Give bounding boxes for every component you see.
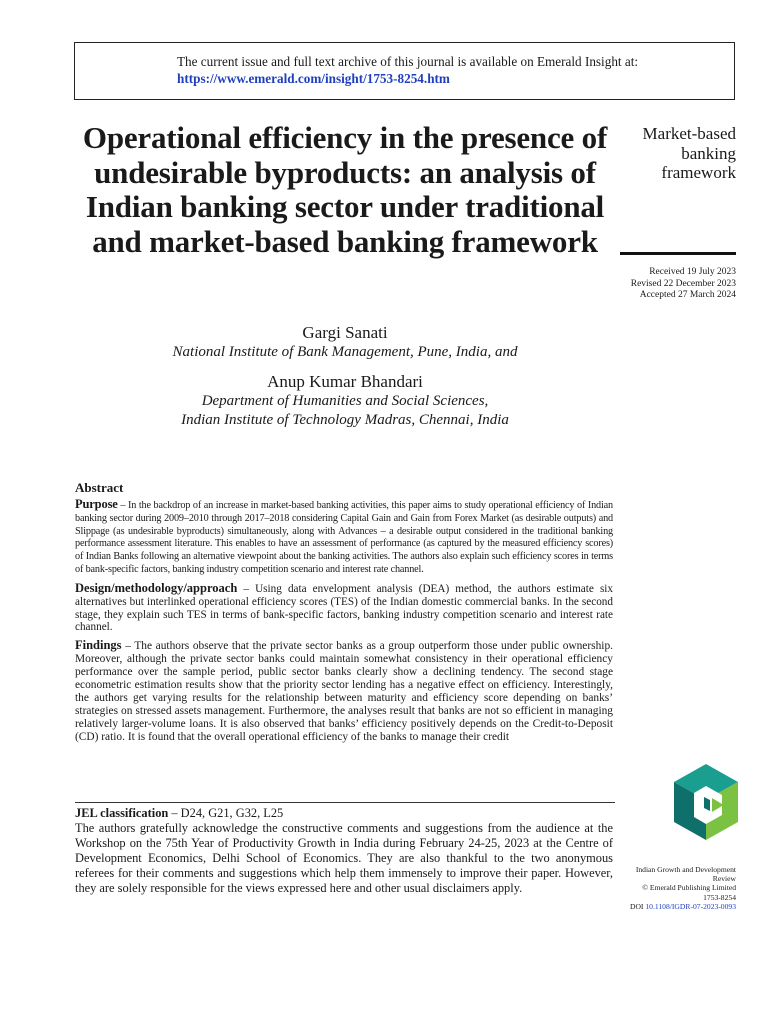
revised-date: Revised 22 December 2023 [630,278,736,289]
journal-info [600,865,736,911]
emerald-logo-icon [674,764,738,840]
journal-name-cont: Review [712,874,736,884]
abstract-design [75,582,613,635]
abstract-section [75,482,613,749]
jel-codes: – D24, G21, G32, L25 [168,806,284,820]
archive-url-link[interactable]: https://www.emerald.com/insight/1753-8254.htm [177,71,450,86]
journal-name: Indian Growth and Development [635,865,736,874]
author-name: Anup Kumar Bhandari [267,372,423,391]
abstract-findings [75,639,613,743]
received-date: Received 19 July 2023 [649,267,736,277]
issn: 1753-8254 [703,892,736,902]
purpose-text: – In the backdrop of an increase in market-based banking activities, this paper aims to study operational efficiency of Indian banking sector during 2009–2010 through 2017–2018 considering Capital Gain and Gain from Forex Market (as desirable outputs) and Slippage (as undesirable byproducts) simultaneously, along with Advances – a desirable output considered in the traditional banking performance assessment literature. This enables to have an assessment of performance (as captured by the measured efficiency scores) of Indian Banks following an alternative viewpoint about the banking activities. The authors also explain such efficiency scores in terms of bank-specific factors, banking industry competition scenario and interest rate channel. [75,499,613,575]
author-block-1 [100,323,590,362]
jel-and-acknowledgement [75,806,613,896]
findings-text: – The authors observe that the private sector banks as a group outperform those under public ownership. Moreover, although the private sector banks could maintain somewhat consistency in their operational efficiency performance over the sample period, public sector banks clearly show a declining tendency. The second stage econometric estimation results show that the priority sector lending has a negative effect on efficiency. Interestingly, the authors get varying results for the relationship between maturity and efficiency score depending on banks’ strategies on stressed assets management. Furthermore, the analyses result that banks are not so efficient in managing relatively larger-volume loans. It is also observed that banks’ efficiency positively depends on the Credit-to-Deposit (CD) ratio. It is found that the overall operational efficiency of the banks to manage their credit [75,640,613,743]
abstract-purpose [75,498,613,577]
design-text: – Using data envelopment analysis (DEA) method, the authors estimate six alternatives but interlinked operational efficiency scores (TES) of the Indian domestic commercial banks. In the second stage, they explain such TES in terms of bank-specific factors, banking industry competition scenario and interest rate channel. [75,582,613,634]
running-head: Market-based banking framework [642,124,736,182]
abstract-heading: Abstract [75,480,124,495]
jel-classification [75,806,613,821]
publisher: © Emerald Publishing Limited [642,883,736,893]
author-name: Gargi Sanati [302,323,388,342]
doi-link[interactable]: 10.1108/IGDR-07-2023-0093 [645,901,736,911]
author-affiliation: Department of Humanities and Social Sciences, [201,393,489,409]
doi-line [600,902,736,911]
jel-label: JEL classification [75,806,169,820]
design-label: Design/methodology/approach [75,580,238,595]
footnote-separator [75,802,615,803]
submission-dates [600,267,736,302]
purpose-label: Purpose [75,496,118,511]
author-block-2 [100,372,590,429]
findings-label: Findings [75,638,122,653]
paper-title: Operational efficiency in the presence of undesirable byproducts: an analysis of Indian banking sector under traditional and market-based banking framework [82,120,608,259]
archive-notice-text: The current issue and full text archive of this journal is available on Emerald Insight at: [177,54,639,69]
author-affiliation: Indian Institute of Technology Madras, Chennai, India [181,411,509,428]
running-head-rule [620,252,736,255]
author-affiliation: National Institute of Bank Management, Pune, India, and [172,344,518,360]
acknowledgement-text: The authors gratefully acknowledge the constructive comments and suggestions from the audience at the Workshop on the 75th Year of Productivity Growth in India during February 24-25, 2023 at the Centre of Development Economics, Delhi School of Economics. They are also thankful to the two anonymous referees for their comments and suggestions which help them immensely to improve their paper. However, they are solely responsible for the views expressed here and other usual disclaimers apply. [75,821,613,895]
doi-label: DOI [629,901,646,911]
accepted-date: Accepted 27 March 2024 [639,290,736,301]
archive-notice-box [74,42,735,100]
